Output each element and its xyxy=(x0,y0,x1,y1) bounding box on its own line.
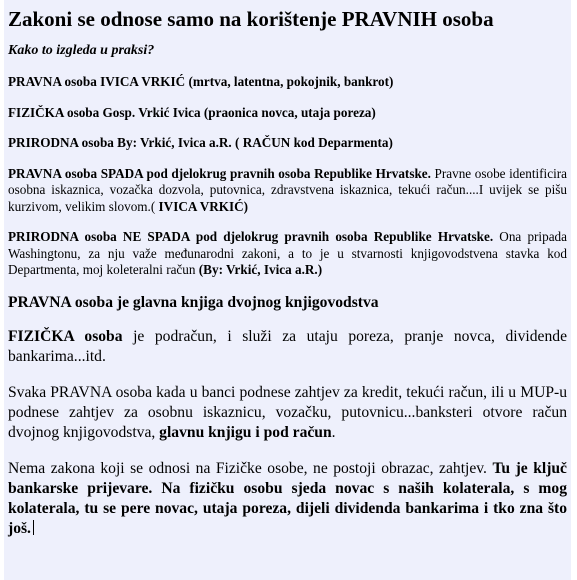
paragraph-prirodna-lead: PRIRODNA osoba NE SPADA pod djelokrug pravnih osoba Republike Hrvatske. xyxy=(8,229,494,244)
heading-glavna-knjiga: PRAVNA osoba je glavna knjiga dvojnog knjigovodstva xyxy=(8,293,379,311)
line-fizicka-osoba: FIZIČKA osoba Gosp. Vrkić Ivica (praonica novca, utaja poreza) xyxy=(8,104,376,120)
paragraph-nema-text: Nema zakona koji se odnosi na Fizičke osobe, ne postoji obrazac, zahtjev. xyxy=(8,459,493,477)
text-cursor xyxy=(33,520,34,535)
line-pravna-osoba: PRAVNA osoba IVICA VRKIĆ (mrtva, latentna, pokojnik, bankrot) xyxy=(8,74,394,89)
paragraph-pravna-spada-tail: IVICA VRKIĆ) xyxy=(155,198,249,214)
paragraph-pravna-spada-lead: PRAVNA osoba SPADA pod djelokrug pravnih osoba Republike Hrvatske. xyxy=(8,165,431,181)
paragraph-nema-tail: Tu je ključ bankarske prijevare. Na fizičku osobu sjeda novac s naših kolaterala, s mog kolaterala, tu se pere novac, utaja poreza, dijeli dividenda bankarima i tko zna što još. xyxy=(8,459,567,537)
paragraph-fizicka-osoba xyxy=(8,327,567,367)
line-prirodna-osoba: PRIRODNA osoba By: Vrkić, Ivica a.R. ( RAČUN kod Deparmenta) xyxy=(8,135,393,150)
paragraph-fizicka-text: je podračun, i služi za utaju poreza, pranje novca, dividende bankarima...itd. xyxy=(8,327,567,365)
paragraph-fizicka-lead: FIZIČKA osoba xyxy=(8,327,123,345)
paragraph-svaka-pravna xyxy=(8,383,567,443)
paragraph-svaka-text: Svaka PRAVNA osoba kada u banci podnese zahtjev za kredit, tekući račun, ili u MUP-u podnese zahtjev za osobnu iskaznicu, vozačku, putovnicu...banksteri otvore račun dvojnog knjigovodstva, xyxy=(8,383,567,441)
page-title: Zakoni se odnose samo na korištenje PRAVNIH osoba xyxy=(8,7,494,31)
paragraph-svaka-end: . xyxy=(331,423,336,441)
paragraph-prirodna-tail: (By: Vrkić, Ivica a.R.) xyxy=(198,262,323,277)
paragraph-pravna-spada xyxy=(8,166,567,216)
paragraph-svaka-tail: glavnu knjigu i pod račun xyxy=(159,423,332,441)
paragraph-prirodna-text: Ona pripada Washingtonu, za nju važe međunarodni zakoni, a to je u stvarnosti knjigovodstvena stavka kod Departmenta, moj koleteralni račun xyxy=(8,229,567,277)
paragraph-nema-zakona[interactable] xyxy=(8,459,567,539)
subtitle: Kako to izgleda u praksi? xyxy=(8,43,155,58)
paragraph-prirodna-ne-spada xyxy=(8,229,567,279)
paragraph-pravna-spada-text: Pravne osobe identificira osobna iskaznica, vozačka dozvola, putovnica, zdravstvena iskaznica, tekući račun....I uvijek se pišu kurzivom, velikim slovom.( xyxy=(8,165,567,214)
document-page xyxy=(4,0,571,580)
